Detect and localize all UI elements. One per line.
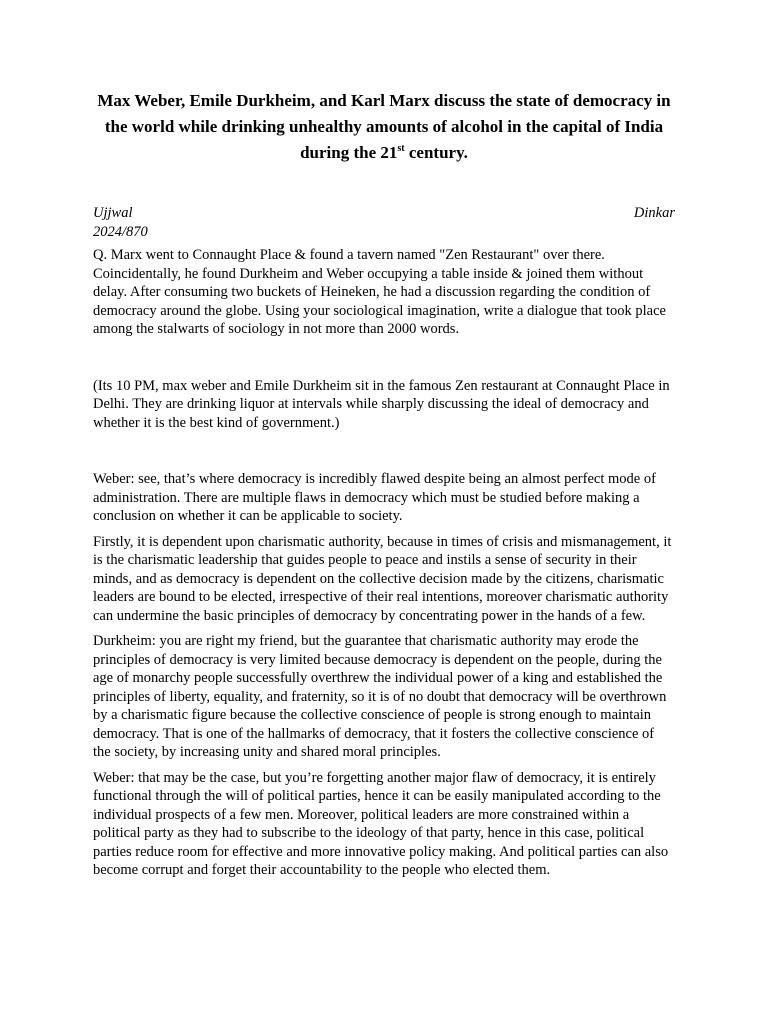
durkheim-paragraph-1: Durkheim: you are right my friend, but the guarantee that charismatic authority may erode the principles of democracy is very limited because democracy is dependent on the people, during the age of monarchy people successfully overthrew the individual power of a king and established the principles of liberty, equality, and fraternity, so it is of no doubt that democracy will be overthrown by a charismatic figure because the collective conscience of people is strong enough to maintain democracy. That is one of the hallmarks of democracy, that it fosters the collective conscience of the society, by increasing unity and shared moral principles. (93, 633, 667, 760)
question-paragraph: Q. Marx went to Connaught Place & found a tavern named "Zen Restaurant" over there. Coincidentally, he found Durkheim and Weber occupying a table inside & joined them without delay. After consuming two buckets of Heineken, he had a discussion regarding the condition of democracy around the globe. Using your sociological imagination, write a dialogue that took place among the stalwarts of sociology in not more than 2000 words. (93, 247, 666, 337)
author-left-name: Ujjwal (93, 205, 133, 221)
weber-paragraph-3: Weber: that may be the case, but you’re forgetting another major flaw of democracy, it is entirely functional through the will of political parties, hence it can be easily manipulated according to the individual prospects of a few men. Moreover, political leaders are more constrained within a political party as they had to subscribe to the ideology of that party, hence in this case, political parties reduce room for effective and more innovative policy making. And political parties can also become corrupt and forget their accountability to the people who elected them. (93, 769, 669, 878)
author-right (634, 204, 675, 223)
document-title (93, 88, 675, 166)
author-right-name: Dinkar (633, 205, 675, 221)
weber-paragraph-1: Weber: see, that’s where democracy is incredibly flawed despite being an almost perfect mode of administration. There are multiple flaws in democracy which must be studied before making a conclusion on whether it can be applicable to society. (93, 471, 656, 524)
stage-direction-paragraph: (Its 10 PM, max weber and Emile Durkheim sit in the famous Zen restaurant at Connaught Place in Delhi. They are drinking liquor at intervals while sharply discussing the ideal of democracy and whether it is the best kind of government.) (93, 377, 670, 431)
document-page (93, 0, 675, 880)
author-left-id: 2024/870 (93, 224, 148, 240)
title-superscript: st (397, 143, 405, 154)
title-end: century. (404, 143, 468, 162)
title-text: Max Weber, Emile Durkheim, and Karl Marx discuss the state of democracy in the world while drinking unhealthy amounts of alcohol in the capital of India during the 21 (97, 91, 671, 162)
author-left (93, 204, 148, 242)
weber-paragraph-2: Firstly, it is dependent upon charismatic authority, because in times of crisis and mismanagement, it is the charismatic leadership that guides people to peace and instils a sense of security in their minds, and as democracy is dependent on the collective decision made by the citizens, charismatic leaders are bound to be elected, irrespective of their real intentions, moreover charismatic authority can undermine the basic principles of democracy by concentrating power in the hands of a few. (93, 533, 672, 624)
author-line (93, 204, 675, 242)
